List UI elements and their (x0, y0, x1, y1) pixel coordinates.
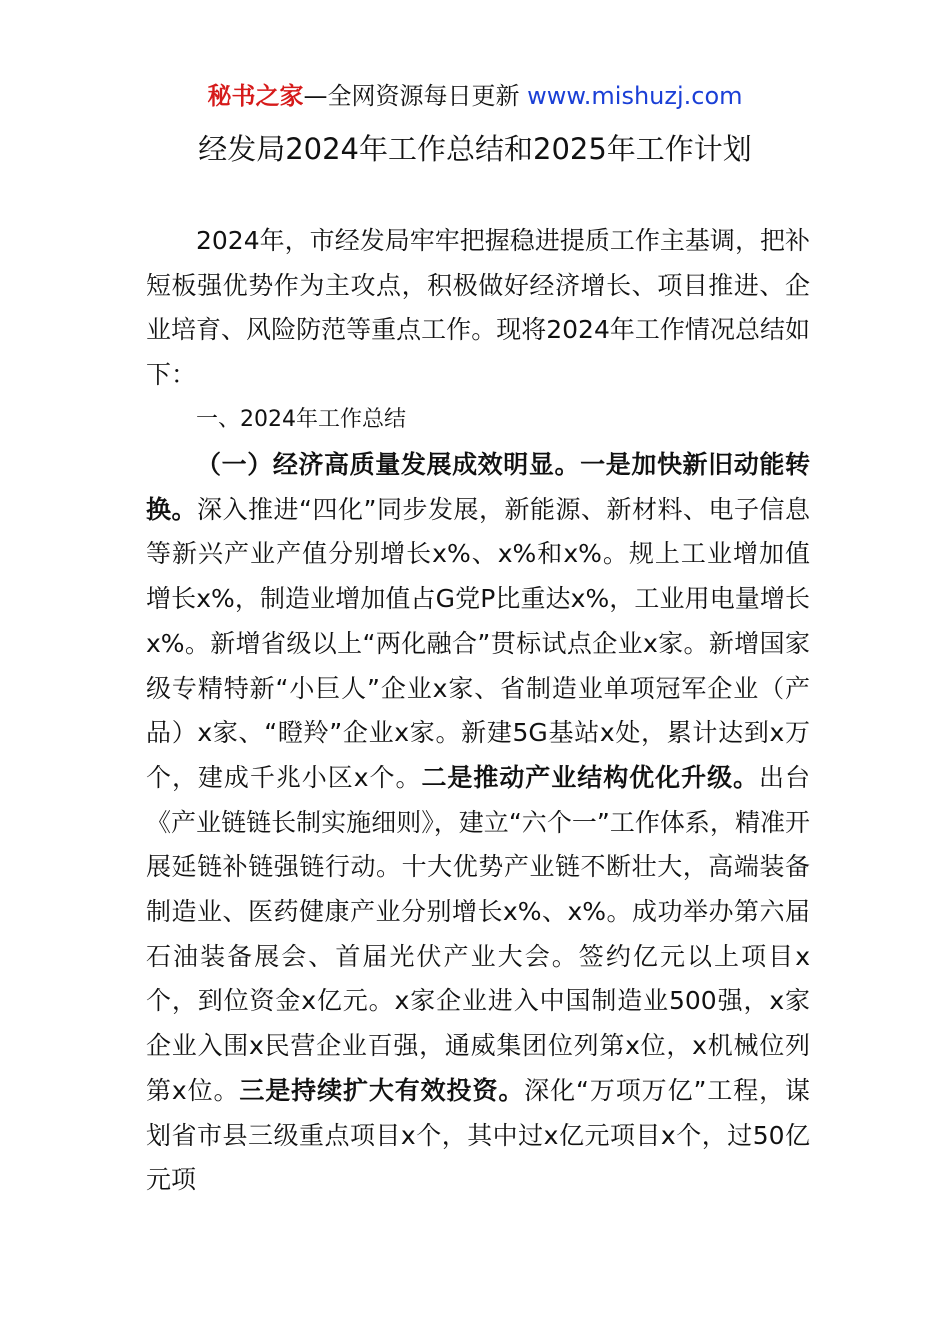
header-tagline: —全网资源每日更新 (303, 82, 528, 110)
site-url-link[interactable]: www.mishuzj.com (527, 82, 743, 110)
document-title: 经发局2024年工作总结和2025年工作计划 (198, 132, 752, 166)
section-heading: 一、2024年工作总结 (196, 407, 406, 432)
point-3-text: 深化“万项万亿”工程，谋划省市县三级重点项目x个，其中过x亿元项目x个，过50亿元项 (146, 1075, 811, 1195)
site-header (0, 80, 950, 112)
body-paragraph (146, 443, 810, 1203)
brand-name: 秘书之家 (207, 82, 304, 110)
subsection-heading: （一）经济高质量发展成效明显。 (196, 450, 581, 479)
point-2-lead: 二是推动产业结构优化升级。 (421, 762, 760, 792)
point-3-lead: 三是持续扩大有效投资。 (239, 1075, 525, 1105)
point-1-lead: 一是加快新旧动能转换。 (146, 450, 810, 524)
intro-paragraph: 2024年，市经发局牢牢把握稳进提质工作主基调，把补短板强优势作为主攻点，积极做好经济增长、项目推进、企业培育、风险防范等重点工作。现将2024年工作情况总结如下： (146, 226, 810, 390)
point-1-text: 深入推进“四化”同步发展，新能源、新材料、电子信息等新兴产业产值分别增长x%、x%和x%。规上工业增加值增长x%，制造业增加值占G党P比重达x%，工业用电量增长x%。新增省级以上“两化融合”贯标试点企业x家。新增国家级专精特新“小巨人”企业x家、省制造业单项冠军企业（产品）x家、“瞪羚”企业x家。新建5G基站x处，累计达到x万个，建成千兆小区x个。 (146, 494, 810, 792)
point-2-text: 出台《产业链链长制实施细则》，建立“六个一”工作体系，精准开展延链补链强链行动。十大优势产业链不断壮大，高端装备制造业、医药健康产业分别增长x%、x%。成功举办第六届石油装备展会、首届光伏产业大会。签约亿元以上项目x个，到位资金x亿元。x家企业进入中国制造业500强，x家企业入围x民营企业百强，通威集团位列第x位，x机械位列第x位。 (146, 762, 810, 1105)
